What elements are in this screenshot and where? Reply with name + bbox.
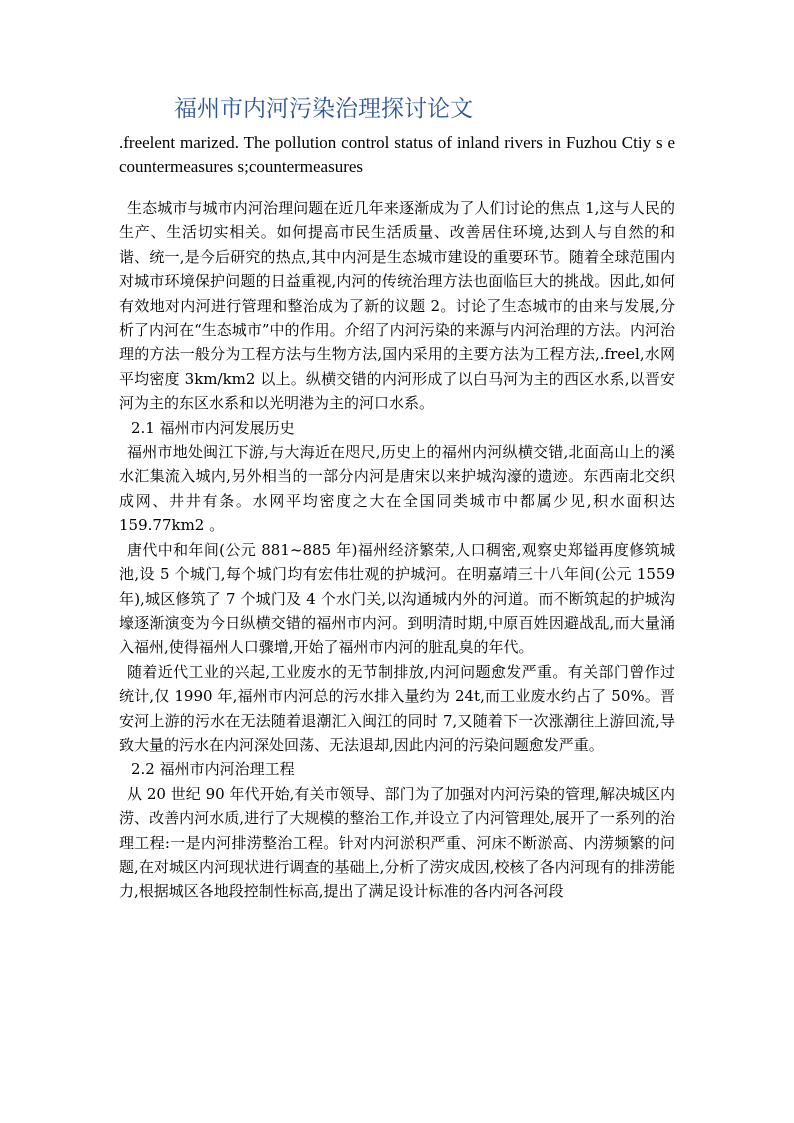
history-paragraph-2: 唐代中和年间(公元 881~885 年)福州经济繁荣,人口稠密,观察史郑镒再度修筑城池,设 5 个城门,每个城门均有宏伟壮观的护城河。在明嘉靖三十八年间(公元 1559 年),城区修筑了 7 个城门及 4 个水门关,以沟通城内外的河道。而不断筑起的护城沟壕逐渐演变为今日纵横交错的福州市内河。到明清时期,中原百姓因避战乱,而大量涌入福州,使得福州人口骤增,开始了福州市内河的脏乱臭的年代。 [119, 540, 675, 657]
document-body [119, 196, 675, 904]
history-paragraph-1: 福州市地处闽江下游,与大海近在咫尺,历史上的福州内河纵横交错,北面高山上的溪水汇集流入城内,另外相当的一部分内河是唐宋以来护城沟濠的遗迹。东西南北交织成网、井井有条。水网平均密度之大在全国同类城市中都属少见,积水面积达 159.77km2 。 [119, 443, 675, 535]
section-heading-2-1: 2.1 福州市内河发展历史 [131, 418, 295, 437]
engineering-paragraph: 从 20 世纪 90 年代开始,有关市领导、部门为了加强对内河污染的管理,解决城区内涝、改善内河水质,进行了大规模的整治工作,并设立了内河管理处,展开了一系列的治理工程:一是内河排涝整治工程。针对内河淤积严重、河床不断淤高、内涝频繁的问题,在对城区内河现状进行调查的基础上,分析了涝灾成因,校核了各内河现有的排涝能力,根据城区各地段控制性标高,提出了满足设计标准的各内河各河段 [119, 784, 675, 901]
intro-paragraph: 生态城市与城市内河治理问题在近几年来逐渐成为了人们讨论的焦点 1,这与人民的生产、生活切实相关。如何提高市民生活质量、改善居住环境,达到人与自然的和谐、统一,是今后研究的热点,其中内河是生态城市建设的重要环节。随着全球范围内对城市环境保护问题的日益重视,内河的传统治理方法也面临巨大的挑战。因此,如何有效地对内河进行管理和整治成为了新的议题 2。讨论了生态城市的由来与发展,分析了内河在“生态城市”中的作用。介绍了内河污染的来源与内河治理的方法。内河治理的方法一般分为工程方法与生物方法,国内采用的主要方法为工程方法,.freel,水网平均密度 3km/km2 以上。纵横交错的内河形成了以白马河为主的西区水系,以晋安河为主的东区水系和以光明港为主的河口水系。 [119, 199, 675, 413]
english-subtitle: .freelent marized. The pollution control status of inland rivers in Fuzhou Ctiy s e countermeasures s;countermeasures [119, 133, 675, 176]
section-heading-2-2: 2.2 福州市内河治理工程 [131, 760, 295, 779]
history-paragraph-3: 随着近代工业的兴起,工业废水的无节制排放,内河问题愈发严重。有关部门曾作过统计,仅 1990 年,福州市内河总的污水排入量约为 24t,而工业废水约占了 50%。晋安河上游的污水在无法随着退潮汇入闽江的同时 7,又随着下一次涨潮往上游回流,导致大量的污水在内河深处回荡、无法退却,因此内河的污染问题愈发严重。 [119, 662, 675, 754]
document-title: 福州市内河污染治理探讨论文 [174, 96, 473, 122]
